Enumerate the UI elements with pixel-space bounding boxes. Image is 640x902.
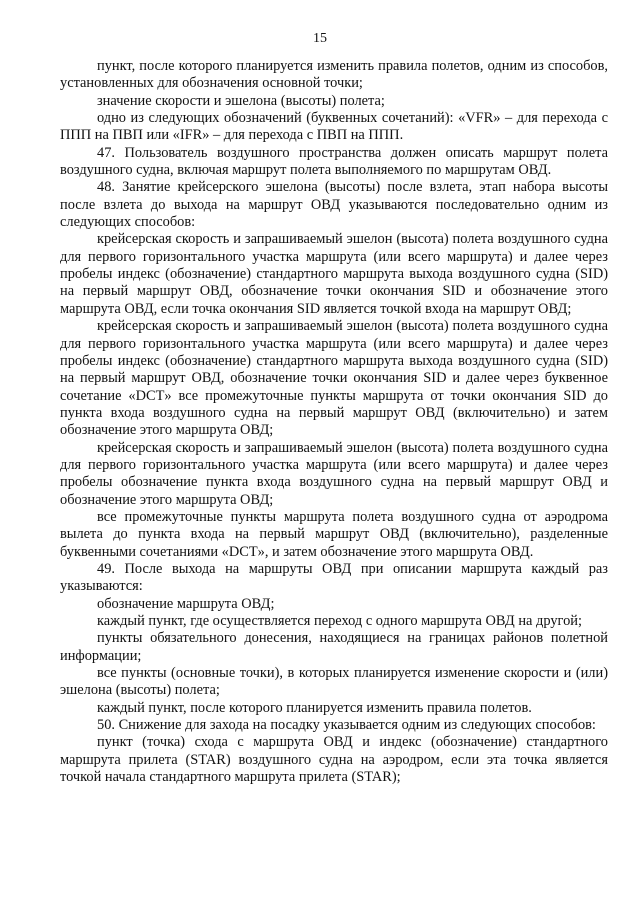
paragraph: одно из следующих обозначений (буквенных сочетаний): «VFR» – для перехода с ППП на ПВП или «IFR» – для перехода с ПВП на ППП. bbox=[60, 110, 608, 144]
paragraph: каждый пункт, после которого планируется изменить правила полетов. bbox=[97, 699, 532, 716]
paragraph: пункт (точка) схода с маршрута ОВД и индекс (обозначение) стандартного маршрута прилета (STAR) воздушного судна на аэродром, если эта точка является точкой начала стандартного маршрута прилета (STAR); bbox=[60, 734, 608, 786]
paragraph: крейсерская скорость и запрашиваемый эшелон (высота) полета воздушного судна для первого горизонтального участка маршрута (или всего маршрута) и далее через пробелы обозначение пункта входа воздушного судна на первый маршрут ОВД и обозначение этого маршрута ОВД; bbox=[60, 439, 608, 508]
paragraph: все промежуточные пункты маршрута полета воздушного судна от аэродрома вылета до пункта входа на первый маршрут ОВД (включительно), разделенные буквенными сочетаниями «DCT», и затем обозначение этого маршрута ОВД. bbox=[60, 508, 608, 560]
paragraph: обозначение маршрута ОВД; bbox=[97, 595, 275, 612]
document-body bbox=[60, 58, 608, 786]
paragraph: все пункты (основные точки), в которых планируется изменение скорости и (или) эшелона (высоты) полета; bbox=[60, 665, 608, 699]
page-number: 15 bbox=[313, 31, 327, 46]
paragraph: каждый пункт, где осуществляется переход с одного маршрута ОВД на другой; bbox=[97, 613, 582, 629]
paragraph: пункт, после которого планируется изменить правила полетов, одним из способов, установленных для обозначения основной точки; bbox=[60, 58, 608, 92]
paragraph: 48. Занятие крейсерского эшелона (высоты) после взлета, этап набора высоты после взлета до выхода на маршрут ОВД указываются последовательно одним из следующих способов: bbox=[60, 179, 608, 231]
paragraph: пункты обязательного донесения, находящиеся на границах районов полетной информации; bbox=[60, 630, 608, 664]
paragraph: крейсерская скорость и запрашиваемый эшелон (высота) полета воздушного судна для первого горизонтального участка маршрута (или всего маршрута) и далее через пробелы индекс (обозначение) стандартного маршрута выхода воздушного судна (SID) на первый маршрут ОВД, обозначение точки окончания SID и обозначение этого маршрута ОВД, если точка окончания SID является точкой входа на маршрут ОВД; bbox=[60, 231, 608, 317]
paragraph: 50. Снижение для захода на посадку указывается одним из следующих способов: bbox=[97, 717, 596, 734]
paragraph: значение скорости и эшелона (высоты) полета; bbox=[97, 92, 385, 109]
paragraph: крейсерская скорость и запрашиваемый эшелон (высота) полета воздушного судна для первого горизонтального участка маршрута (или всего маршрута) и далее через пробелы индекс (обозначение) стандартного маршрута выхода воздушного судна (SID) на первый маршрут ОВД, обозначение точки окончания SID и далее через буквенное сочетание «DCT» все промежуточные пункты маршрута от точки окончания SID до пункта входа воздушного судна на первый маршрут ОВД (включительно) и затем обозначение этого маршрута ОВД; bbox=[60, 318, 608, 439]
paragraph: 47. Пользователь воздушного пространства должен описать маршрут полета воздушного судна, включая маршрут полета выполняемого по маршрутам ОВД. bbox=[60, 144, 608, 179]
paragraph: 49. После выхода на маршруты ОВД при описании маршрута каждый раз указываются: bbox=[60, 560, 608, 595]
